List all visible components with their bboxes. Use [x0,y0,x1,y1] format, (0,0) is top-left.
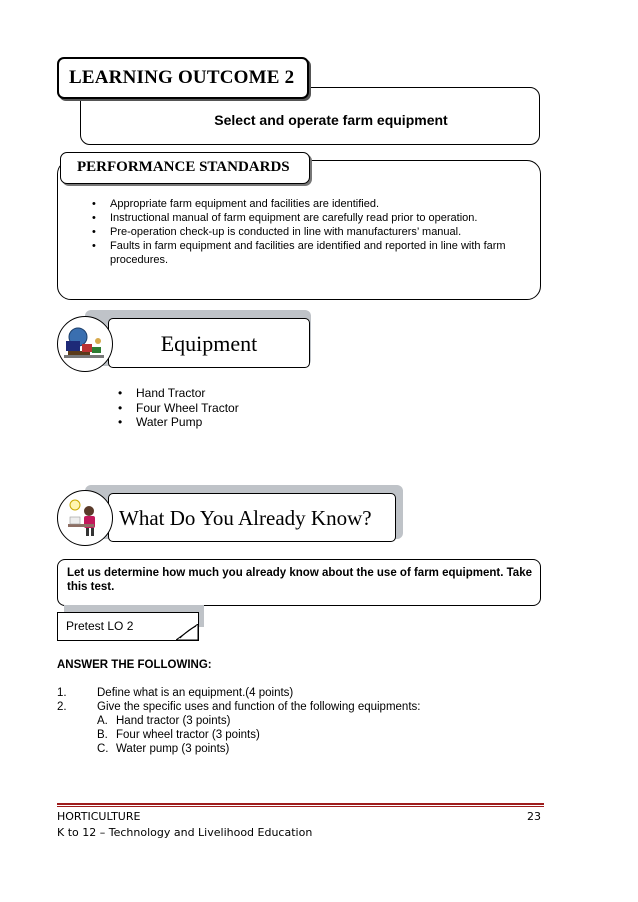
question-text: Give the specific uses and function of the following equipments: [97,701,421,713]
sub-item-text: Hand tractor (3 points) [116,715,231,727]
pretest-label: Pretest LO 2 [66,619,134,633]
what-you-know-heading: What Do You Already Know? [119,506,372,530]
sub-item-letter: B. [97,729,108,741]
question-number: 2. [57,701,67,713]
equipment-list [118,386,239,430]
footer-subject: HORTICULTURE [57,810,141,823]
sub-item-text: Water pump (3 points) [116,743,230,755]
performance-standards-label: PERFORMANCE STANDARDS [77,159,290,175]
footer-course: K to 12 – Technology and Livelihood Education [57,826,313,839]
list-item: • Faults in farm equipment and facilities are identified and reported in line with farm procedures. [92,239,517,267]
page-number: 23 [527,810,541,823]
sub-item-letter: C. [97,743,109,755]
sub-item-letter: A. [97,715,108,727]
intro-text: Let us determine how much you already know about the use of farm equipment. Take this test. [67,567,532,593]
learning-outcome-title: Select and operate farm equipment [214,112,448,128]
performance-standards-list [92,197,517,267]
question-text: Define what is an equipment.(4 points) [97,687,294,699]
sub-item-text: Four wheel tractor (3 points) [116,729,260,741]
footer-rule-thin [57,806,544,807]
learning-outcome-tab [57,57,309,99]
student-thinking-icon [57,490,113,546]
what-you-know-heading-box [108,493,396,542]
footer-rule [57,803,544,805]
learning-outcome-label: LEARNING OUTCOME 2 [69,67,295,88]
list-item: • Instructional manual of farm equipment are carefully read prior to operation. [92,211,517,225]
answer-heading: ANSWER THE FOLLOWING: [57,659,212,671]
equipment-heading-box [108,318,310,368]
equipment-heading: Equipment [160,331,258,356]
list-item: • Pre-operation check-up is conducted in line with manufacturers’ manual. [92,225,517,239]
list-item: • Hand Tractor [118,386,239,401]
list-item: • Appropriate farm equipment and facilities are identified. [92,197,517,211]
page-curl-icon [176,624,198,640]
list-item: • Four Wheel Tractor [118,401,239,416]
question-number: 1. [57,687,67,699]
pretest-label-box [57,612,199,641]
equipment-clipart-icon [57,316,113,372]
performance-standards-tab [60,152,310,184]
list-item: • Water Pump [118,415,239,430]
